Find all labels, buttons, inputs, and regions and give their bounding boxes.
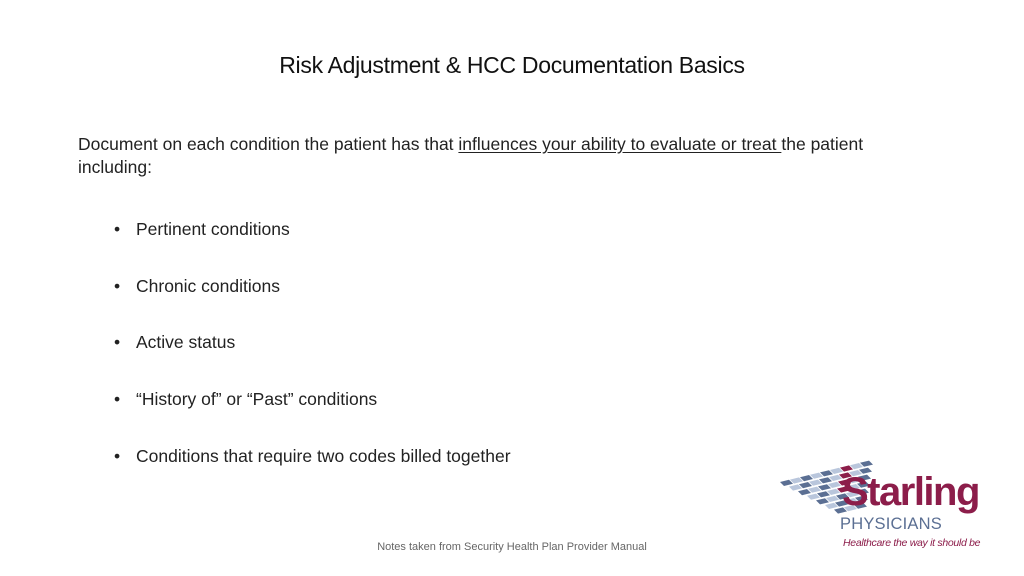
bullet-marker: • [114,275,121,296]
logo-wing-tile [808,487,821,493]
bullet-item [114,388,511,410]
source-footnote: Notes taken from Security Health Plan Provider Manual [377,541,647,553]
logo-wing-tile [850,463,863,469]
starling-physicians-logo [776,458,992,554]
bullet-marker: • [114,445,121,466]
logo-wing-tile [828,482,841,488]
logo-wing-tile [825,503,838,509]
logo-wing-tile [799,482,812,488]
bullet-marker: • [114,389,121,410]
bullet-text: Active status [136,332,236,353]
logo-wing-tile [790,477,803,483]
intro-text-start: Document on each condition the patient has that [78,134,459,154]
logo-wing-tile [780,480,793,486]
logo-wing-tile [810,473,823,479]
logo-name: Starling [842,470,979,514]
logo-wing-tile [827,489,840,495]
logo-wing-tile [809,480,822,486]
bullet-marker: • [114,219,121,239]
logo-wing-tile [817,491,830,497]
logo-wing-tile [820,470,833,476]
bullet-item [114,218,511,240]
bullet-text: “History of” or “Past” conditions [136,389,378,410]
logo-subname: PHYSICIANS [840,515,942,533]
slide-title: Risk Adjustment & HCC Documentation Basics [279,52,745,78]
bullet-item [114,331,511,353]
logo-wing-tile [829,475,842,481]
logo-wing-tile [807,494,820,500]
logo-wing-tile [798,489,811,495]
bullet-item [114,275,511,297]
bullet-marker: • [114,332,121,353]
logo-wing-tile [800,475,813,481]
logo-wing-tile [860,461,873,467]
logo-wing-tile [789,484,802,490]
intro-underlined-text: influences your ability to evaluate or treat [458,134,782,154]
logo-wing-tile [818,484,831,490]
bullet-text: Conditions that require two codes billed together [136,445,511,466]
logo-wing-tile [819,477,832,483]
bullet-text: Chronic conditions [136,275,280,296]
bullet-list [114,218,511,501]
logo-wing-tile [816,498,829,504]
logo-tagline: Healthcare the way it should be [843,537,981,549]
intro-text-end: the patient including: [78,134,864,177]
logo-wing-tile [826,496,839,502]
intro-paragraph [78,133,938,179]
bullet-text: Pertinent conditions [136,219,290,239]
bullet-item [114,445,511,467]
